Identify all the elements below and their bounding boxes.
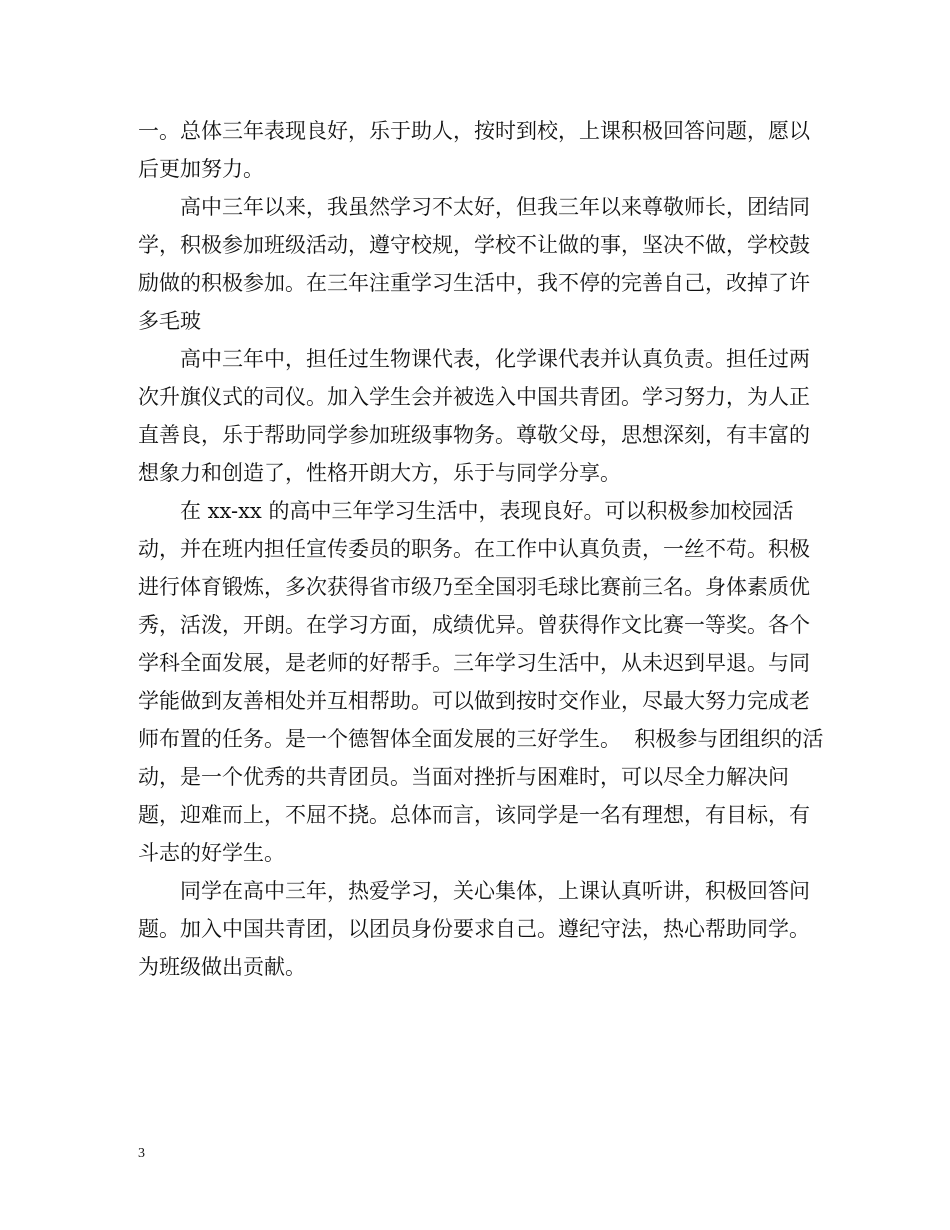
- paragraph-1: 一。总体三年表现良好，乐于助人，按时到校，上课积极回答问题，愿以后更加努力。: [138, 119, 810, 181]
- paragraph-5: 同学在高中三年，热爱学习，关心集体，上课认真听讲，积极回答问题。加入中国共青团，以团员身份要求自己。遵纪守法，热心帮助同学。为班级做出贡献。: [138, 879, 810, 979]
- document-body: [138, 112, 828, 986]
- paragraph-4: 在 xx-xx 的高中三年学习生活中，表现良好。可以积极参加校园活动，并在班内担任宣传委员的职务。在工作中认真负责，一丝不苟。积极进行体育锻炼，多次获得省市级乃至全国羽毛球比赛前三名。身体素质优秀，活泼，开朗。在学习方面，成绩优异。曾获得作文比赛一等奖。各个学科全面发展，是老师的好帮手。三年学习生活中，从未迟到早退。与同学能做到友善相处并互相帮助。可以做到按时交作业，尽最大努力完成老师布置的任务。是一个德智体全面发展的三好学生。 积极参与团组织的活动，是一个优秀的共青团员。当面对挫折与困难时，可以尽全力解决问题，迎难而上，不屈不挠。总体而言，该同学是一名有理想，有目标，有斗志的好学生。: [138, 499, 824, 865]
- paragraph-3: 高中三年中，担任过生物课代表，化学课代表并认真负责。担任过两次升旗仪式的司仪。加入学生会并被选入中国共青团。学习努力，为人正直善良，乐于帮助同学参加班级事物务。尊敬父母，思想深刻，有丰富的想象力和创造了，性格开朗大方，乐于与同学分享。: [138, 347, 810, 485]
- paragraph-2: 高中三年以来，我虽然学习不太好，但我三年以来尊敬师长，团结同学，积极参加班级活动，遵守校规，学校不让做的事，坚决不做，学校鼓励做的积极参加。在三年注重学习生活中，我不停的完善自己，改掉了许多毛玻: [138, 195, 810, 333]
- page-number: 3: [138, 1146, 145, 1161]
